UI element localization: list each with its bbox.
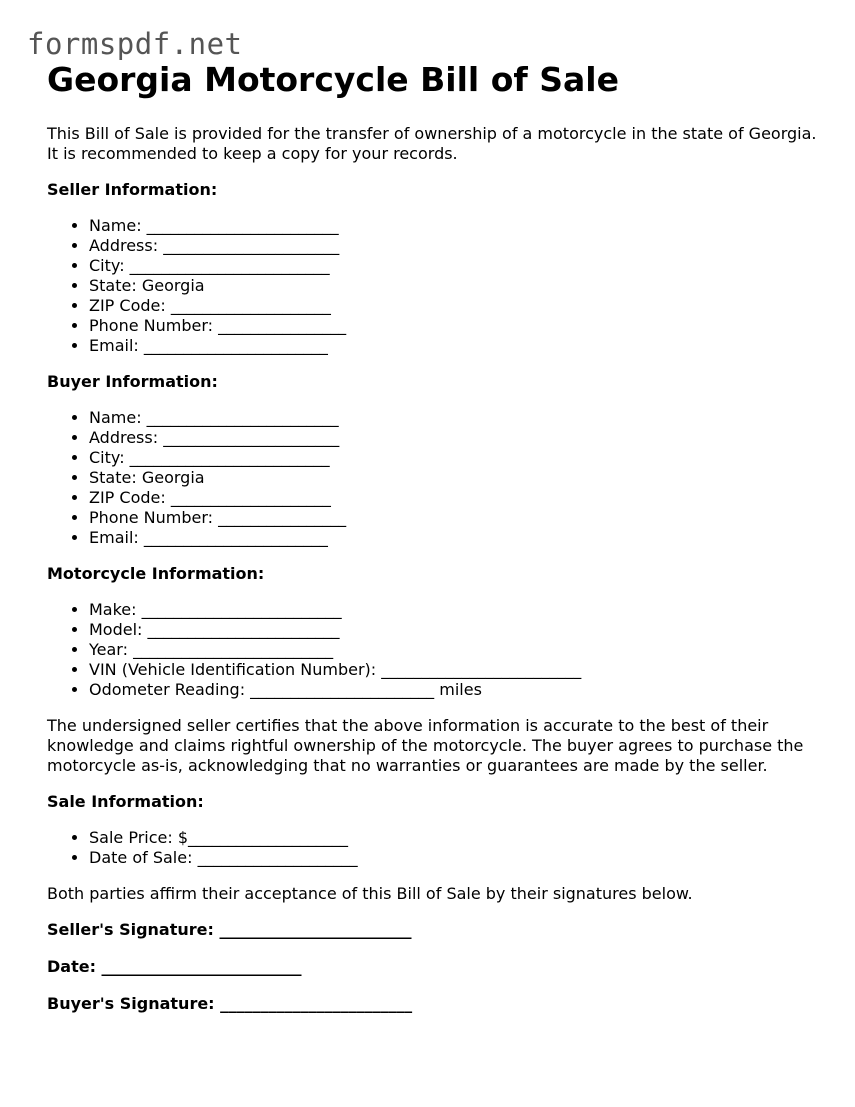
buyer-city-field[interactable]: • City: _________________________ xyxy=(89,448,827,468)
seller-section-heading: Seller Information: xyxy=(47,180,218,199)
seller-info-list xyxy=(47,216,827,356)
buyer-state-field: • State: Georgia xyxy=(89,468,827,488)
motorcycle-year-field[interactable]: • Year: _________________________ xyxy=(89,640,827,660)
seller-zip-field[interactable]: • ZIP Code: ____________________ xyxy=(89,296,827,316)
watermark: formspdf.net xyxy=(27,27,243,61)
sale-price-field[interactable]: • Sale Price: $____________________ xyxy=(89,828,827,848)
motorcycle-model-field[interactable]: • Model: ________________________ xyxy=(89,620,827,640)
buyer-address-field[interactable]: • Address: ______________________ xyxy=(89,428,827,448)
intro-paragraph: This Bill of Sale is provided for the transfer of ownership of a motorcycle in the state of Georgia. It is recommended to keep a copy for your records. xyxy=(47,124,817,163)
motorcycle-info-list xyxy=(47,600,827,700)
motorcycle-make-field[interactable]: • Make: _________________________ xyxy=(89,600,827,620)
signature-date-line[interactable]: Date: _________________________ xyxy=(47,957,302,976)
buyer-signature-line[interactable]: Buyer's Signature: ________________________ xyxy=(47,994,413,1013)
closing-paragraph: Both parties affirm their acceptance of this Bill of Sale by their signatures below. xyxy=(47,884,693,903)
buyer-section-heading: Buyer Information: xyxy=(47,372,218,391)
motorcycle-vin-field[interactable]: • VIN (Vehicle Identification Number): _________________________ xyxy=(89,660,827,680)
seller-phone-field[interactable]: • Phone Number: ________________ xyxy=(89,316,827,336)
buyer-info-list xyxy=(47,408,827,548)
buyer-zip-field[interactable]: • ZIP Code: ____________________ xyxy=(89,488,827,508)
seller-name-field[interactable]: • Name: ________________________ xyxy=(89,216,827,236)
seller-email-field[interactable]: • Email: _______________________ xyxy=(89,336,827,356)
seller-address-field[interactable]: • Address: ______________________ xyxy=(89,236,827,256)
certification-paragraph: The undersigned seller certifies that the above information is accurate to the best of their knowledge and claims rightful ownership of the motorcycle. The buyer agrees to purchase the motorcycle as-is, acknowledging that no warranties or guarantees are made by the seller. xyxy=(47,716,804,775)
sale-section-heading: Sale Information: xyxy=(47,792,204,811)
document-title: Georgia Motorcycle Bill of Sale xyxy=(47,60,619,99)
buyer-name-field[interactable]: • Name: ________________________ xyxy=(89,408,827,428)
seller-city-field[interactable]: • City: _________________________ xyxy=(89,256,827,276)
motorcycle-odometer-field[interactable]: • Odometer Reading: _______________________ miles xyxy=(89,680,827,700)
buyer-phone-field[interactable]: • Phone Number: ________________ xyxy=(89,508,827,528)
document-body xyxy=(47,58,827,1014)
motorcycle-section-heading: Motorcycle Information: xyxy=(47,564,265,583)
seller-state-field: • State: Georgia xyxy=(89,276,827,296)
seller-signature-line[interactable]: Seller's Signature: ________________________ xyxy=(47,920,412,939)
sale-date-field[interactable]: • Date of Sale: ____________________ xyxy=(89,848,827,868)
sale-info-list xyxy=(47,828,827,868)
buyer-email-field[interactable]: • Email: _______________________ xyxy=(89,528,827,548)
